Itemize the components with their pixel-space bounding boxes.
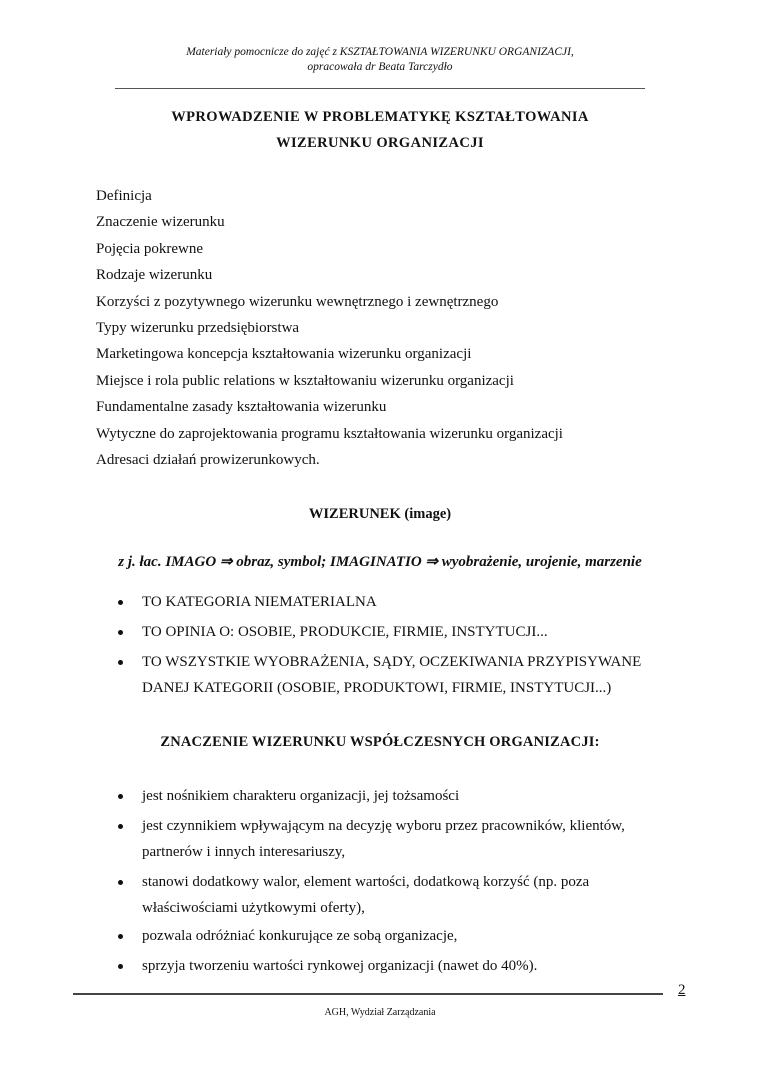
topic-item: Korzyści z pozytywnego wizerunku wewnętrznego i zewnętrznego [96,294,499,310]
bullet-item: jest czynnikiem wpływającym na decyzję wyboru przez pracowników, klientów, [142,818,625,834]
section-heading-wizerunek: WIZERUNEK (image) [308,506,452,522]
footer-divider [73,993,663,995]
section-heading-znaczenie: ZNACZENIE WIZERUNKU WSPÓŁCZESNYCH ORGANIZACJI: [160,734,600,750]
bullet-item: stanowi dodatkowy walor, element wartości, dodatkową korzyść (np. poza [142,874,590,890]
bullet-item-continuation: partnerów i innych interesariuszy, [142,844,346,860]
bullet-item-continuation: DANEJ KATEGORII (OSOBIE, PRODUKTOWI, FIRMIE, INSTYTUCJI...) [142,680,612,696]
bullet-icon [118,824,123,829]
header-line-1: Materiały pomocnicze do zajęć z KSZTAŁTOWANIA WIZERUNKU ORGANIZACJI, [186,46,574,58]
topic-item: Typy wizerunku przedsiębiorstwa [96,320,300,336]
bullet-icon [118,934,123,939]
topic-item: Fundamentalne zasady kształtowania wizerunku [96,399,387,415]
bullet-item: jest nośnikiem charakteru organizacji, jej tożsamości [142,788,460,804]
bullet-icon [118,964,123,969]
bullet-item: sprzyja tworzeniu wartości rynkowej organizacji (nawet do 40%). [142,958,538,974]
topic-item: Adresaci działań prowizerunkowych. [96,452,320,468]
header-divider [115,88,645,89]
page-title-line-1: WPROWADZENIE W PROBLEMATYKĘ KSZTAŁTOWANIA [171,109,589,125]
topic-item: Pojęcia pokrewne [96,241,204,257]
bullet-icon [118,630,123,635]
bullet-icon [118,794,123,799]
topic-item: Miejsce i rola public relations w kształtowaniu wizerunku organizacji [96,373,514,389]
header-line-2: opracowała dr Beata Tarczydło [307,61,453,73]
bullet-icon [118,880,123,885]
bullet-icon [118,660,123,665]
bullet-item: pozwala odróżniać konkurujące ze sobą organizacje, [142,928,458,944]
page-number: 2 [678,982,686,998]
bullet-icon [118,600,123,605]
bullet-item: TO KATEGORIA NIEMATERIALNA [142,594,377,610]
topic-item: Rodzaje wizerunku [96,267,213,283]
topic-item: Definicja [96,188,152,204]
footer-text: AGH, Wydział Zarządzania [324,1007,436,1018]
topic-item: Wytyczne do zaprojektowania programu kształtowania wizerunku organizacji [96,426,563,442]
topic-item: Znaczenie wizerunku [96,214,225,230]
topic-item: Marketingowa koncepcja kształtowania wizerunku organizacji [96,346,472,362]
etymology-line: z j. łac. IMAGO ⇒ obraz, symbol; IMAGINATIO ⇒ wyobrażenie, urojenie, marzenie [118,554,642,570]
bullet-item: TO WSZYSTKIE WYOBRAŻENIA, SĄDY, OCZEKIWANIA PRZYPISYWANE [142,654,642,670]
bullet-item-continuation: właściwościami użytkowymi oferty), [142,900,365,916]
page-title-line-2: WIZERUNKU ORGANIZACJI [276,135,484,151]
bullet-item: TO OPINIA O: OSOBIE, PRODUKCIE, FIRMIE, INSTYTUCJI... [142,624,548,640]
